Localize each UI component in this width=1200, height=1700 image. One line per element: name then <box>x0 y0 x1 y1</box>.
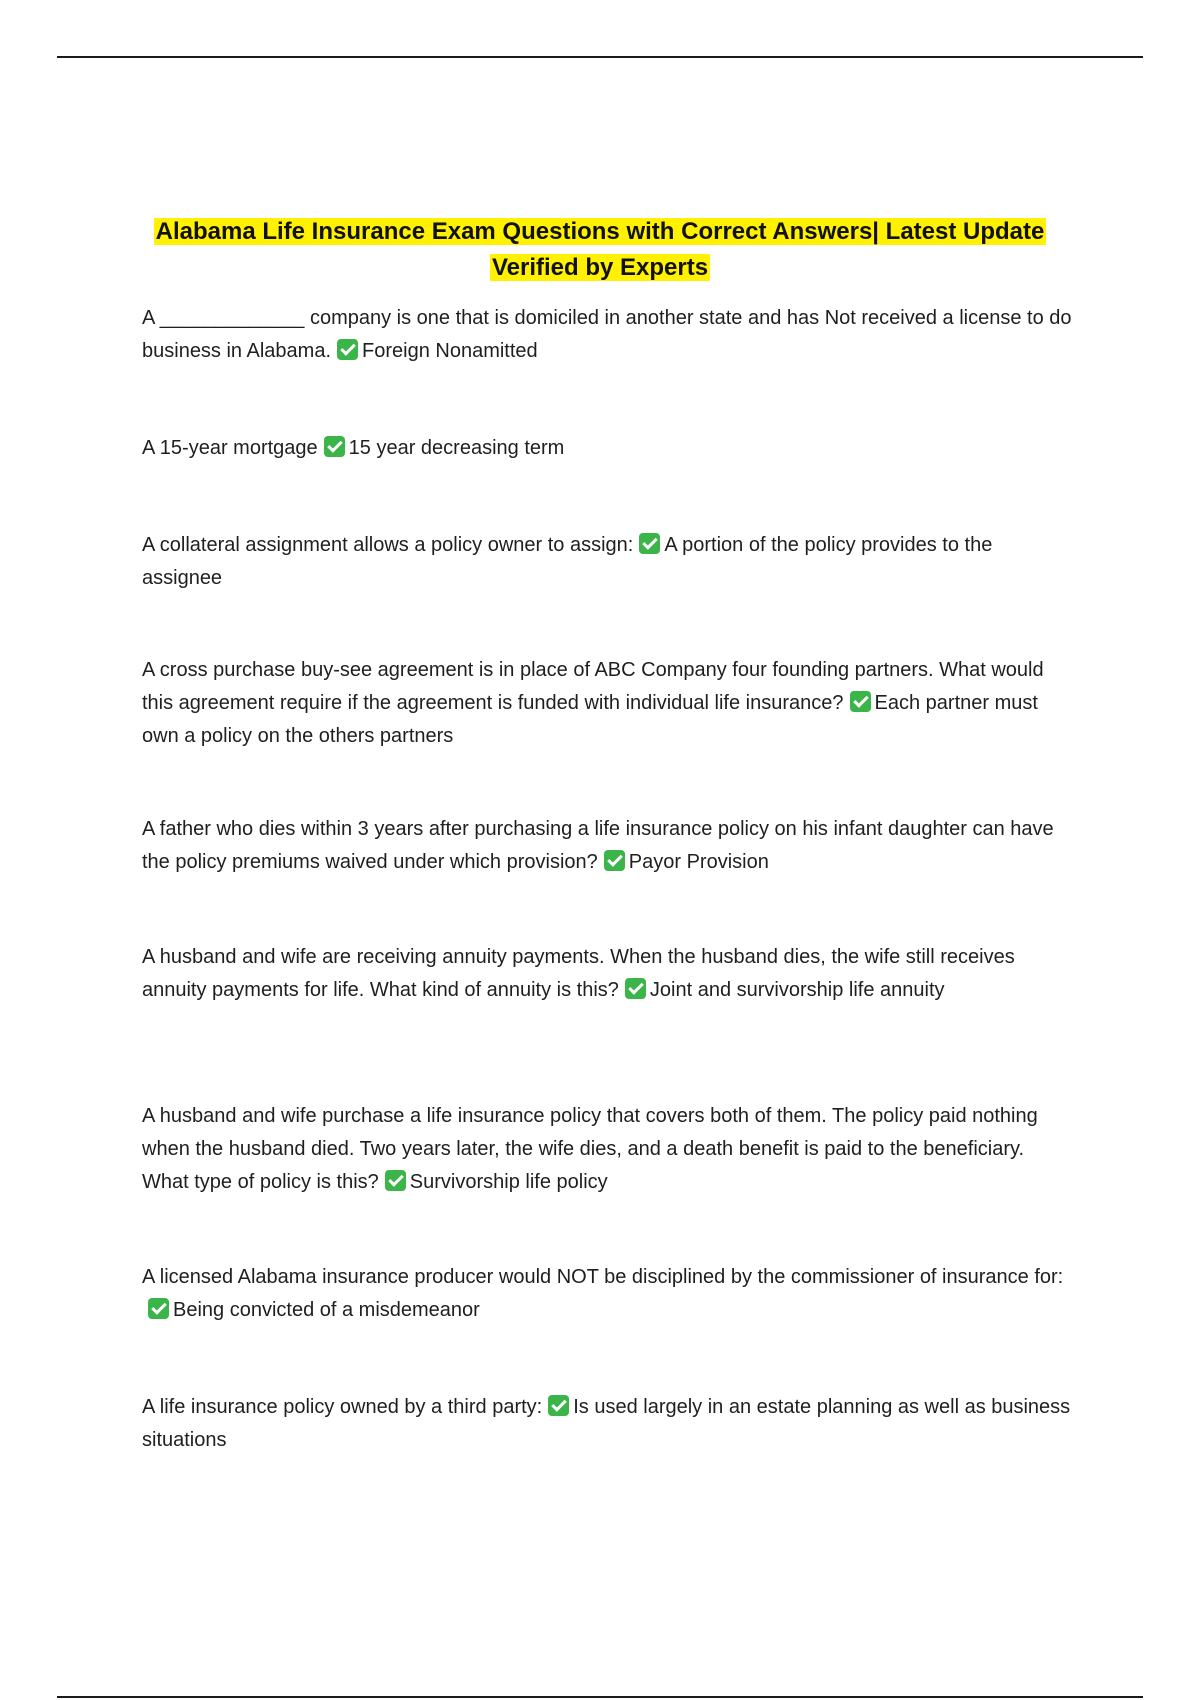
footer-rule <box>57 1696 1143 1698</box>
answer-text: Survivorship life policy <box>409 1171 608 1193</box>
check-mark-icon <box>385 1170 406 1191</box>
answer-text: Joint and survivorship life annuity <box>649 979 945 1001</box>
answer-text: 15 year decreasing term <box>348 437 565 459</box>
question-text: A husband and wife are receiving annuity payments. When the husband dies, the wife still receives annuity payments for life. What kind of annuity is this? <box>142 946 1015 1001</box>
question-text: A collateral assignment allows a policy owner to assign: <box>142 534 634 556</box>
qa-item <box>142 432 1072 465</box>
answer-text: Being convicted of a misdemeanor <box>173 1299 480 1321</box>
check-mark-icon <box>850 691 871 712</box>
header-rule <box>57 56 1143 58</box>
qa-item <box>142 1391 1072 1457</box>
question-text: A father who dies within 3 years after purchasing a life insurance policy on his infant daughter can have the policy premiums waived under which provision? <box>142 818 1054 873</box>
qa-item <box>142 529 1072 595</box>
question-text: A husband and wife purchase a life insurance policy that covers both of them. The policy paid nothing when the husband died. Two years later, the wife dies, and a death benefit is paid to the beneficiary. What type of policy is this? <box>142 1105 1038 1193</box>
check-mark-icon <box>324 436 345 457</box>
answer-text: A portion of the policy provides to the assignee <box>142 534 993 589</box>
qa-item <box>142 302 1072 368</box>
title-line-1: Alabama Life Insurance Exam Questions with Correct Answers| Latest Update <box>155 218 1045 245</box>
answer-text: Is used largely in an estate planning as well as business situations <box>142 1396 1071 1451</box>
question-text: A _____________ company is one that is domiciled in another state and has Not received a license to do business in Alabama. <box>142 307 1072 362</box>
check-mark-icon <box>337 339 358 360</box>
check-mark-icon <box>148 1298 169 1319</box>
answer-text: Payor Provision <box>628 851 769 873</box>
check-mark-icon <box>604 850 625 871</box>
qa-item <box>142 1261 1072 1327</box>
check-mark-icon <box>639 533 660 554</box>
check-mark-icon <box>625 978 646 999</box>
qa-item <box>142 654 1072 753</box>
question-text: A 15-year mortgage <box>142 437 318 459</box>
answer-text: Each partner must own a policy on the others partners <box>142 692 1038 747</box>
check-mark-icon <box>548 1395 569 1416</box>
qa-item <box>142 941 1072 1007</box>
question-text: A licensed Alabama insurance producer would NOT be disciplined by the commissioner of insurance for: <box>142 1266 1064 1288</box>
title-line-2: Verified by Experts <box>491 254 709 281</box>
qa-item <box>142 1100 1072 1199</box>
qa-item <box>142 813 1072 879</box>
document-title <box>120 214 1080 286</box>
question-text: A life insurance policy owned by a third party: <box>142 1396 543 1418</box>
answer-text: Foreign Nonamitted <box>362 340 538 362</box>
question-text: A cross purchase buy-see agreement is in place of ABC Company four founding partners. What would this agreement require if the agreement is funded with individual life insurance? <box>142 659 1044 714</box>
